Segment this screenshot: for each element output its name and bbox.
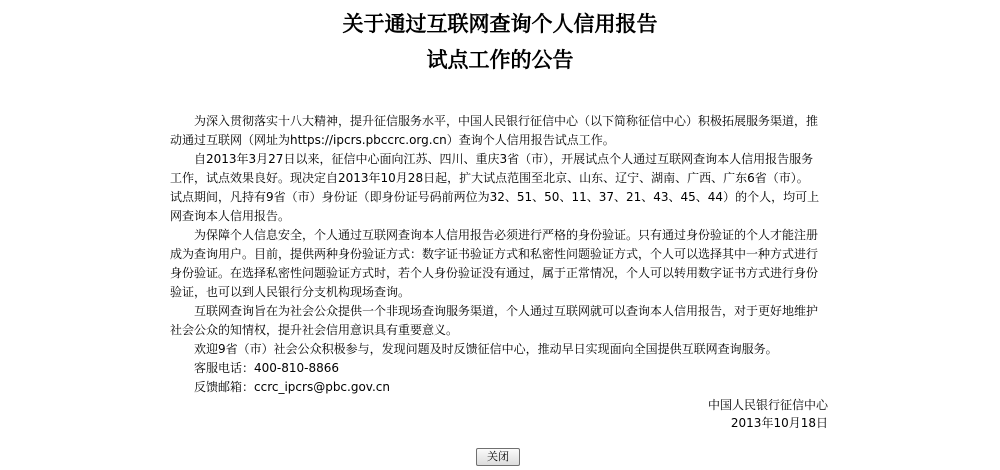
signature-org: 中国人民银行征信中心: [707, 398, 828, 412]
notice-paragraph-1: 为深入贯彻落实十八大精神，提升征信服务水平，中国人民银行征信中心（以下简称征信中心）积极拓展服务渠道，推动通过互联网（网址为https://ipcrs.pbccrc.org.cn）查询个人信用报告试点工作。: [170, 114, 819, 147]
signature-date: 2013年10月18日: [730, 416, 828, 430]
notice-paragraph-2: 自2013年3月27日以来，征信中心面向江苏、四川、重庆3省（市），开展试点个人通过互联网查询本人信用报告服务工作，试点效果良好。现决定自2013年10月28日起，扩大试点范围至北京、山东、辽宁、湖南、广西、广东6省（市）。试点期间，凡持有9省（市）身份证（即身份证号码前两位为32、51、50、11、37、21、43、45、44）的个人，均可上网查询本人信用报告。: [170, 152, 820, 223]
notice-body: [170, 112, 820, 397]
notice-paragraph-4: 互联网查询旨在为社会公众提供一个非现场查询服务渠道，个人通过互联网就可以查询本人信用报告，对于更好地维护社会公众的知情权，提升社会信用意识具有重要意义。: [170, 304, 819, 337]
notice-paragraph-3: 为保障个人信息安全，个人通过互联网查询本人信用报告必须进行严格的身份验证。只有通过身份验证的个人才能注册成为查询用户。目前，提供两种身份验证方式：数字证书验证方式和私密性问题验证方式，个人可以选择其中一种方式进行身份验证。在选择私密性问题验证方式时，若个人身份验证没有通过，属于正常情况，个人可以转用数字证书方式进行身份验证，也可以到人民银行分支机构现场查询。: [170, 228, 819, 299]
service-phone: 客服电话：400-810-8866: [194, 361, 340, 375]
notice-title-line-1: 关于通过互联网查询个人信用报告: [342, 12, 658, 36]
notice-paragraph-5: 欢迎9省（市）社会公众积极参与，发现问题及时反馈征信中心，推动早日实现面向全国提供互联网查询服务。: [194, 342, 778, 356]
close-button[interactable]: 关闭: [476, 448, 520, 466]
notice-signature: [708, 396, 828, 432]
notice-title-line-2: 试点工作的公告: [426, 48, 574, 72]
feedback-email: 反馈邮箱：ccrc_ipcrs@pbc.gov.cn: [194, 380, 390, 394]
